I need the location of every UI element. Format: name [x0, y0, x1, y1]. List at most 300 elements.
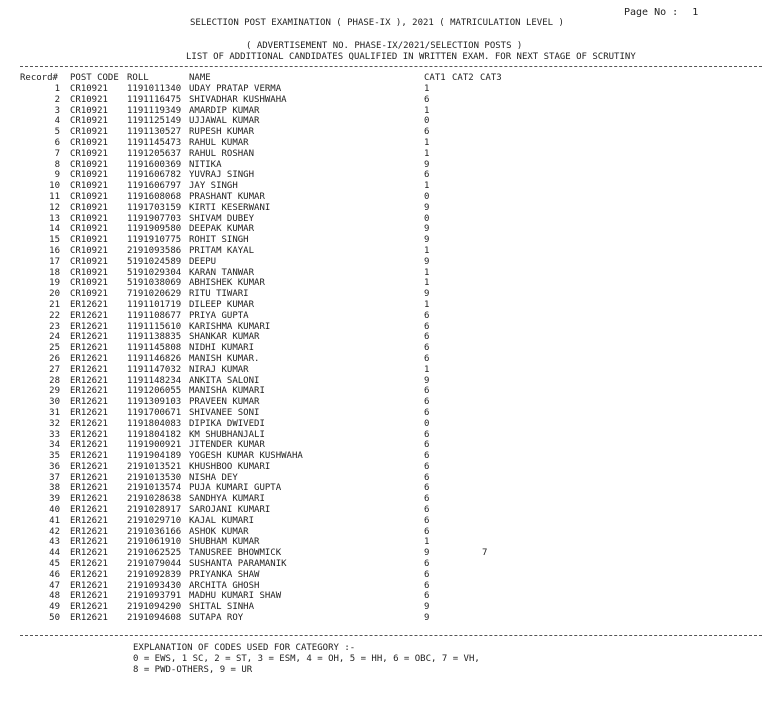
header-cat3: CAT3: [480, 73, 502, 83]
table-row: [0, 386, 783, 397]
record-number: 39: [49, 494, 60, 505]
record-number: 40: [49, 505, 60, 516]
candidate-name: RUPESH KUMAR: [189, 127, 255, 138]
category-1: 9: [424, 613, 430, 624]
post-code: ER12621: [70, 548, 108, 559]
category-1: 6: [424, 505, 430, 516]
category-1: 6: [424, 429, 430, 440]
table-row: [0, 354, 783, 365]
category-1: 6: [424, 472, 430, 483]
roll-number: 2191028917: [127, 505, 182, 516]
roll-number: 5191029304: [127, 267, 182, 278]
candidate-name: AMARDIP KUMAR: [189, 105, 260, 116]
table-row: [0, 149, 783, 160]
table-row: [0, 257, 783, 268]
candidate-name: ASHOK KUMAR: [189, 526, 249, 537]
table-row: [0, 170, 783, 181]
candidate-name: MANISH KUMAR.: [189, 353, 260, 364]
candidate-name: SANDHYA KUMARI: [189, 494, 265, 505]
record-number: 43: [49, 537, 60, 548]
candidate-name: KHUSHBOO KUMARI: [189, 461, 271, 472]
candidate-name: DIPIKA DWIVEDI: [189, 418, 265, 429]
candidate-name: YOGESH KUMAR KUSHWAHA: [189, 451, 303, 462]
record-number: 34: [49, 440, 60, 451]
roll-number: 1191145473: [127, 137, 182, 148]
post-code: CR10921: [70, 278, 108, 289]
post-code: CR10921: [70, 224, 108, 235]
roll-number: 5191024589: [127, 256, 182, 267]
table-row: [0, 278, 783, 289]
post-code: ER12621: [70, 321, 108, 332]
post-code: ER12621: [70, 537, 108, 548]
roll-number: 1191606782: [127, 170, 182, 181]
table-row: [0, 289, 783, 300]
post-code: ER12621: [70, 483, 108, 494]
candidate-name: DEEPAK KUMAR: [189, 224, 255, 235]
candidate-name: RITU TIWARI: [189, 289, 249, 300]
table-row: [0, 527, 783, 538]
candidate-name: NIDHI KUMARI: [189, 343, 255, 354]
record-number: 10: [49, 181, 60, 192]
record-number: 50: [49, 613, 60, 624]
category-1: 6: [424, 127, 430, 138]
roll-number: 2191013521: [127, 461, 182, 472]
record-number: 46: [49, 569, 60, 580]
record-number: 4: [54, 116, 60, 127]
table-row: [0, 332, 783, 343]
category-1: 6: [424, 591, 430, 602]
candidate-name: PRAVEEN KUMAR: [189, 397, 260, 408]
roll-number: 2191061910: [127, 537, 182, 548]
table-row: [0, 235, 783, 246]
table-row: [0, 613, 783, 624]
category-1: 6: [424, 407, 430, 418]
category-1: 1: [424, 137, 430, 148]
candidate-name: RAHUL ROSHAN: [189, 148, 255, 159]
candidate-name: UDAY PRATAP VERMA: [189, 84, 282, 94]
post-code: ER12621: [70, 569, 108, 580]
post-code: CR10921: [70, 137, 108, 148]
record-number: 35: [49, 451, 60, 462]
post-code: CR10921: [70, 191, 108, 202]
top-divider: [20, 66, 762, 67]
roll-number: 1191145808: [127, 343, 182, 354]
roll-number: 1191116475: [127, 94, 182, 105]
category-1: 9: [424, 289, 430, 300]
roll-number: 2191028638: [127, 494, 182, 505]
candidate-name: ABHISHEK KUMAR: [189, 278, 265, 289]
category-2: 7: [482, 548, 488, 559]
table-row: [0, 224, 783, 235]
record-number: 5: [54, 127, 60, 138]
roll-number: 1191309103: [127, 397, 182, 408]
roll-number: 1191804182: [127, 429, 182, 440]
roll-number: 1191108677: [127, 310, 182, 321]
roll-number: 1191907703: [127, 213, 182, 224]
candidate-name: PRIYA GUPTA: [189, 310, 249, 321]
record-number: 42: [49, 526, 60, 537]
record-number: 49: [49, 602, 60, 613]
roll-number: 1191703159: [127, 202, 182, 213]
post-code: ER12621: [70, 407, 108, 418]
roll-number: 1191147032: [127, 364, 182, 375]
candidate-name: DEEPU: [189, 256, 217, 267]
roll-number: 1191804083: [127, 418, 182, 429]
record-number: 2: [54, 94, 60, 105]
table-row: [0, 559, 783, 570]
roll-number: 2191062525: [127, 548, 182, 559]
candidate-name: MADHU KUMARI SHAW: [189, 591, 282, 602]
roll-number: 1191125149: [127, 116, 182, 127]
candidate-name: SHIVADHAR KUSHWAHA: [189, 94, 287, 105]
record-number: 15: [49, 235, 60, 246]
candidate-name: TANUSREE BHOWMICK: [189, 548, 282, 559]
category-1: 6: [424, 451, 430, 462]
record-number: 6: [54, 137, 60, 148]
header-post-code: POST CODE: [70, 73, 119, 83]
roll-number: 1191205637: [127, 148, 182, 159]
candidate-name: YUVRAJ SINGH: [189, 170, 255, 181]
post-code: ER12621: [70, 386, 108, 397]
roll-number: 2191036166: [127, 526, 182, 537]
candidate-name: KARAN TANWAR: [189, 267, 255, 278]
candidate-name: PRIYANKA SHAW: [189, 569, 260, 580]
roll-number: 1191900921: [127, 440, 182, 451]
roll-number: 1191700671: [127, 407, 182, 418]
candidate-name: JAY SINGH: [189, 181, 238, 192]
record-number: 8: [54, 159, 60, 170]
candidate-name: SAROJANI KUMARI: [189, 505, 271, 516]
category-1: 6: [424, 515, 430, 526]
table-row: [0, 138, 783, 149]
record-number: 18: [49, 267, 60, 278]
category-1: 6: [424, 94, 430, 105]
table-row: [0, 581, 783, 592]
table-row: [0, 311, 783, 322]
table-row: [0, 365, 783, 376]
category-1: 1: [424, 148, 430, 159]
table-row: [0, 440, 783, 451]
table-row: [0, 106, 783, 117]
roll-number: 2191013530: [127, 472, 182, 483]
post-code: ER12621: [70, 472, 108, 483]
header-cat1: CAT1: [424, 73, 446, 83]
record-number: 27: [49, 364, 60, 375]
post-code: ER12621: [70, 299, 108, 310]
post-code: CR10921: [70, 116, 108, 127]
post-code: CR10921: [70, 256, 108, 267]
table-row: [0, 376, 783, 387]
table-row: [0, 181, 783, 192]
category-1: 6: [424, 461, 430, 472]
post-code: ER12621: [70, 580, 108, 591]
category-1: 6: [424, 353, 430, 364]
roll-number: 2191093791: [127, 591, 182, 602]
record-number: 17: [49, 256, 60, 267]
category-1: 6: [424, 321, 430, 332]
category-explanation-heading: EXPLANATION OF CODES USED FOR CATEGORY :-: [133, 643, 356, 653]
candidate-name: KM SHUBHANJALI: [189, 429, 265, 440]
roll-number: 1191115610: [127, 321, 182, 332]
roll-number: 1191606797: [127, 181, 182, 192]
candidate-name: SUTAPA ROY: [189, 613, 244, 624]
record-number: 3: [54, 105, 60, 116]
category-1: 6: [424, 397, 430, 408]
record-number: 9: [54, 170, 60, 181]
record-number: 23: [49, 321, 60, 332]
candidate-name: SHANKAR KUMAR: [189, 332, 260, 343]
post-code: ER12621: [70, 332, 108, 343]
roll-number: 2191094608: [127, 613, 182, 624]
candidate-name: DILEEP KUMAR: [189, 299, 255, 310]
table-row: [0, 268, 783, 279]
category-1: 9: [424, 375, 430, 386]
post-code: ER12621: [70, 591, 108, 602]
table-row: [0, 322, 783, 333]
category-1: 1: [424, 278, 430, 289]
post-code: ER12621: [70, 451, 108, 462]
table-row: [0, 84, 783, 95]
post-code: CR10921: [70, 127, 108, 138]
candidate-table: [0, 84, 783, 624]
record-number: 48: [49, 591, 60, 602]
record-number: 41: [49, 515, 60, 526]
roll-number: 1191608068: [127, 191, 182, 202]
record-number: 25: [49, 343, 60, 354]
header-roll: ROLL: [127, 73, 149, 83]
category-explanation-line-1: 0 = EWS, 1 SC, 2 = ST, 3 = ESM, 4 = OH, 5 = HH, 6 = OBC, 7 = VH,: [133, 654, 480, 664]
record-number: 12: [49, 202, 60, 213]
category-1: 9: [424, 602, 430, 613]
category-1: 6: [424, 569, 430, 580]
post-code: CR10921: [70, 289, 108, 300]
category-1: 1: [424, 105, 430, 116]
category-1: 6: [424, 494, 430, 505]
post-code: ER12621: [70, 364, 108, 375]
post-code: CR10921: [70, 245, 108, 256]
table-row: [0, 116, 783, 127]
category-1: 9: [424, 202, 430, 213]
record-number: 22: [49, 310, 60, 321]
candidate-name: ANKITA SALONI: [189, 375, 260, 386]
post-code: CR10921: [70, 159, 108, 170]
advertisement-number: ( ADVERTISEMENT NO. PHASE-IX/2021/SELECTION POSTS ): [246, 41, 523, 51]
table-row: [0, 430, 783, 441]
table-row: [0, 548, 783, 559]
category-1: 9: [424, 159, 430, 170]
post-code: ER12621: [70, 515, 108, 526]
candidate-name: PRITAM KAYAL: [189, 245, 255, 256]
post-code: CR10921: [70, 148, 108, 159]
table-row: [0, 160, 783, 171]
bottom-divider: [20, 635, 762, 636]
post-code: CR10921: [70, 181, 108, 192]
candidate-name: NISHA DEY: [189, 472, 238, 483]
post-code: ER12621: [70, 375, 108, 386]
record-number: 44: [49, 548, 60, 559]
table-row: [0, 419, 783, 430]
record-number: 37: [49, 472, 60, 483]
category-1: 0: [424, 191, 430, 202]
record-number: 16: [49, 245, 60, 256]
table-row: [0, 214, 783, 225]
post-code: ER12621: [70, 602, 108, 613]
category-1: 1: [424, 181, 430, 192]
category-1: 1: [424, 299, 430, 310]
table-row: [0, 451, 783, 462]
candidate-name: UJJAWAL KUMAR: [189, 116, 260, 127]
roll-number: 2191093430: [127, 580, 182, 591]
category-1: 0: [424, 116, 430, 127]
post-code: ER12621: [70, 343, 108, 354]
post-code: ER12621: [70, 505, 108, 516]
roll-number: 1191148234: [127, 375, 182, 386]
category-1: 9: [424, 235, 430, 246]
roll-number: 2191094290: [127, 602, 182, 613]
roll-number: 5191038069: [127, 278, 182, 289]
post-code: ER12621: [70, 526, 108, 537]
document-subtitle: LIST OF ADDITIONAL CANDIDATES QUALIFIED IN WRITTEN EXAM. FOR NEXT STAGE OF SCRUTINY: [186, 52, 636, 62]
document-title: SELECTION POST EXAMINATION ( PHASE-IX ), 2021 ( MATRICULATION LEVEL ): [190, 18, 564, 28]
category-1: 0: [424, 213, 430, 224]
roll-number: 1191119349: [127, 105, 182, 116]
page-number-label: Page No :: [624, 7, 679, 18]
category-1: 6: [424, 343, 430, 354]
category-1: 9: [424, 224, 430, 235]
category-1: 1: [424, 537, 430, 548]
post-code: ER12621: [70, 397, 108, 408]
roll-number: 7191020629: [127, 289, 182, 300]
table-row: [0, 192, 783, 203]
table-row: [0, 408, 783, 419]
category-explanation-line-2: 8 = PWD-OTHERS, 9 = UR: [133, 665, 253, 675]
category-1: 6: [424, 483, 430, 494]
record-number: 30: [49, 397, 60, 408]
roll-number: 2191093586: [127, 245, 182, 256]
candidate-name: PRASHANT KUMAR: [189, 191, 265, 202]
record-number: 26: [49, 353, 60, 364]
candidate-name: SHIVANEE SONI: [189, 407, 260, 418]
record-number: 31: [49, 407, 60, 418]
candidate-name: RAHUL KUMAR: [189, 137, 249, 148]
roll-number: 1191138835: [127, 332, 182, 343]
record-number: 19: [49, 278, 60, 289]
category-1: 6: [424, 526, 430, 537]
category-1: 6: [424, 580, 430, 591]
category-1: 1: [424, 364, 430, 375]
post-code: ER12621: [70, 429, 108, 440]
roll-number: 1191910775: [127, 235, 182, 246]
header-record: Record#: [20, 73, 58, 83]
header-name: NAME: [189, 73, 211, 83]
table-row: [0, 246, 783, 257]
record-number: 13: [49, 213, 60, 224]
record-number: 32: [49, 418, 60, 429]
table-row: [0, 516, 783, 527]
candidate-name: JITENDER KUMAR: [189, 440, 265, 451]
record-number: 38: [49, 483, 60, 494]
roll-number: 1191600369: [127, 159, 182, 170]
post-code: ER12621: [70, 613, 108, 624]
table-row: [0, 537, 783, 548]
table-row: [0, 570, 783, 581]
post-code: ER12621: [70, 418, 108, 429]
record-number: 28: [49, 375, 60, 386]
post-code: CR10921: [70, 84, 108, 94]
candidate-name: SUSHANTA PARAMANIK: [189, 559, 287, 570]
candidate-name: KIRTI KESERWANI: [189, 202, 271, 213]
post-code: CR10921: [70, 213, 108, 224]
record-number: 36: [49, 461, 60, 472]
page-number: [624, 8, 698, 19]
candidate-name: SHITAL SINHA: [189, 602, 255, 613]
table-row: [0, 591, 783, 602]
category-1: 9: [424, 256, 430, 267]
category-1: 1: [424, 267, 430, 278]
record-number: 29: [49, 386, 60, 397]
candidate-name: ROHIT SINGH: [189, 235, 249, 246]
candidate-name: KAJAL KUMARI: [189, 515, 255, 526]
table-row: [0, 203, 783, 214]
category-1: 9: [424, 548, 430, 559]
candidate-name: MANISHA KUMARI: [189, 386, 265, 397]
category-1: 6: [424, 386, 430, 397]
record-number: 24: [49, 332, 60, 343]
record-number: 45: [49, 559, 60, 570]
candidate-name: PUJA KUMARI GUPTA: [189, 483, 282, 494]
roll-number: 1191011340: [127, 84, 182, 94]
category-1: 6: [424, 170, 430, 181]
post-code: CR10921: [70, 170, 108, 181]
record-number: 7: [54, 148, 60, 159]
roll-number: 2191092839: [127, 569, 182, 580]
table-row: [0, 494, 783, 505]
roll-number: 1191146826: [127, 353, 182, 364]
category-1: 1: [424, 84, 430, 94]
record-number: 11: [49, 191, 60, 202]
record-number: 21: [49, 299, 60, 310]
post-code: CR10921: [70, 235, 108, 246]
category-1: 0: [424, 418, 430, 429]
table-header: [20, 73, 780, 84]
post-code: ER12621: [70, 461, 108, 472]
candidate-name: SHUBHAM KUMAR: [189, 537, 260, 548]
table-row: [0, 462, 783, 473]
candidate-name: KARISHMA KUMARI: [189, 321, 271, 332]
category-1: 6: [424, 440, 430, 451]
page-number-value: 1: [692, 7, 699, 18]
post-code: ER12621: [70, 559, 108, 570]
record-number: 20: [49, 289, 60, 300]
header-cat2: CAT2: [452, 73, 474, 83]
post-code: CR10921: [70, 267, 108, 278]
record-number: 33: [49, 429, 60, 440]
table-row: [0, 397, 783, 408]
post-code: ER12621: [70, 440, 108, 451]
post-code: CR10921: [70, 94, 108, 105]
roll-number: 2191079044: [127, 559, 182, 570]
post-code: CR10921: [70, 202, 108, 213]
table-row: [0, 127, 783, 138]
roll-number: 1191904189: [127, 451, 182, 462]
roll-number: 2191013574: [127, 483, 182, 494]
post-code: ER12621: [70, 310, 108, 321]
record-number: 1: [54, 84, 60, 94]
record-number: 47: [49, 580, 60, 591]
candidate-name: SHIVAM DUBEY: [189, 213, 255, 224]
candidate-name: NITIKA: [189, 159, 222, 170]
candidate-name: ARCHITA GHOSH: [189, 580, 260, 591]
